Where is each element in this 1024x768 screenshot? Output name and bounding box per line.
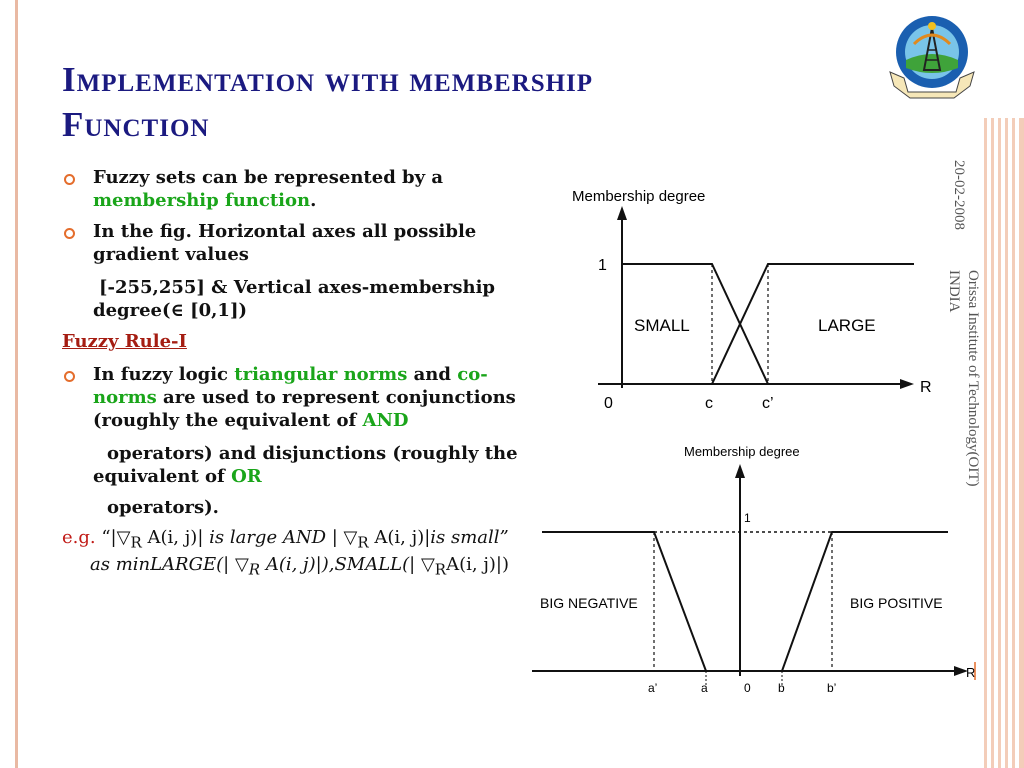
figure-small-large bbox=[560, 178, 930, 418]
nabla-icon: ▽ bbox=[234, 553, 249, 575]
bullet-item-3-continuation: operators) and disjunctions (roughly the equivalent of OR bbox=[93, 443, 518, 487]
bullet-item-2: In the fig. Horizontal axes all possible gradient values bbox=[62, 220, 532, 266]
bullet-marker bbox=[64, 228, 75, 239]
side-institute-line-1: Orissa Institute of Technology(OIT) bbox=[965, 270, 981, 487]
fig1-x-arrow bbox=[900, 379, 914, 389]
fig1-x-axis-label: R bbox=[920, 379, 932, 396]
fuzzy-rule-heading: Fuzzy Rule-I bbox=[62, 331, 187, 352]
fig1-cprime-label: c’ bbox=[762, 395, 774, 412]
title-line-1: Implementation with membership bbox=[62, 60, 594, 99]
bullet-item-1: Fuzzy sets can be represented by a membership function. bbox=[62, 166, 532, 212]
large-label: LARGE bbox=[818, 316, 876, 335]
fig1-one-label: 1 bbox=[598, 257, 607, 274]
bullet-item-3-continuation-2: operators). bbox=[107, 497, 219, 518]
large-membership-line bbox=[712, 264, 914, 384]
big-negative-label: BIG NEGATIVE bbox=[540, 595, 638, 611]
small-label: SMALL bbox=[634, 316, 690, 335]
title-line-2: Function bbox=[62, 105, 210, 144]
fig1-y-arrow bbox=[617, 206, 627, 220]
slide-title bbox=[62, 57, 862, 147]
fig1-zero-label: 0 bbox=[604, 395, 613, 412]
example-expression: e.g. “$|▽_R$ A(i, j)| is large AND | $▽_R$ A(i, j)|is small” as minLARGE(| $▽_R$ A(i, j)|),SMALL(| $▽_RA(i$, j)|) bbox=[62, 527, 510, 579]
figure-big-negative-positive bbox=[528, 436, 980, 696]
nabla-icon: ▽ bbox=[116, 527, 131, 548]
fig2-aprime-label: a’ bbox=[648, 681, 658, 695]
bullet-item-3: In fuzzy logic triangular norms and co-norms are used to represent conjunctions (roughly the equivalent of AND bbox=[62, 363, 532, 432]
bullet-item-2-continuation: [-255,255] & Vertical axes-membership degree(∈ [0,1]) bbox=[93, 277, 495, 321]
fig1-ylabel: Membership degree bbox=[572, 188, 706, 205]
fig1-c-label: c bbox=[705, 395, 713, 412]
fig2-x-axis-label: R bbox=[966, 665, 976, 680]
fig2-bprime-label: b’ bbox=[827, 681, 837, 695]
nabla-icon: ▽ bbox=[420, 553, 435, 575]
institute-logo bbox=[884, 8, 980, 104]
membership-function-term: membership function bbox=[93, 190, 311, 211]
bullet-marker bbox=[64, 174, 75, 185]
bullet-marker bbox=[64, 371, 75, 382]
right-decorative-stripes bbox=[984, 118, 1024, 768]
left-decorative-rule bbox=[15, 0, 18, 768]
fig2-b-label: b bbox=[778, 681, 785, 695]
side-date: 20-02-2008 bbox=[951, 160, 967, 230]
fig2-zero-label: 0 bbox=[744, 681, 751, 695]
fig2-one-label: 1 bbox=[744, 511, 751, 525]
fig2-a-label: a bbox=[701, 681, 708, 695]
fig2-ylabel: Membership degree bbox=[684, 444, 800, 459]
fig2-y-arrow bbox=[735, 464, 745, 478]
slide-body bbox=[62, 166, 532, 580]
side-institute-line-2: INDIA bbox=[946, 270, 962, 313]
big-positive-label: BIG POSITIVE bbox=[850, 595, 943, 611]
nabla-icon: ▽ bbox=[343, 527, 358, 548]
